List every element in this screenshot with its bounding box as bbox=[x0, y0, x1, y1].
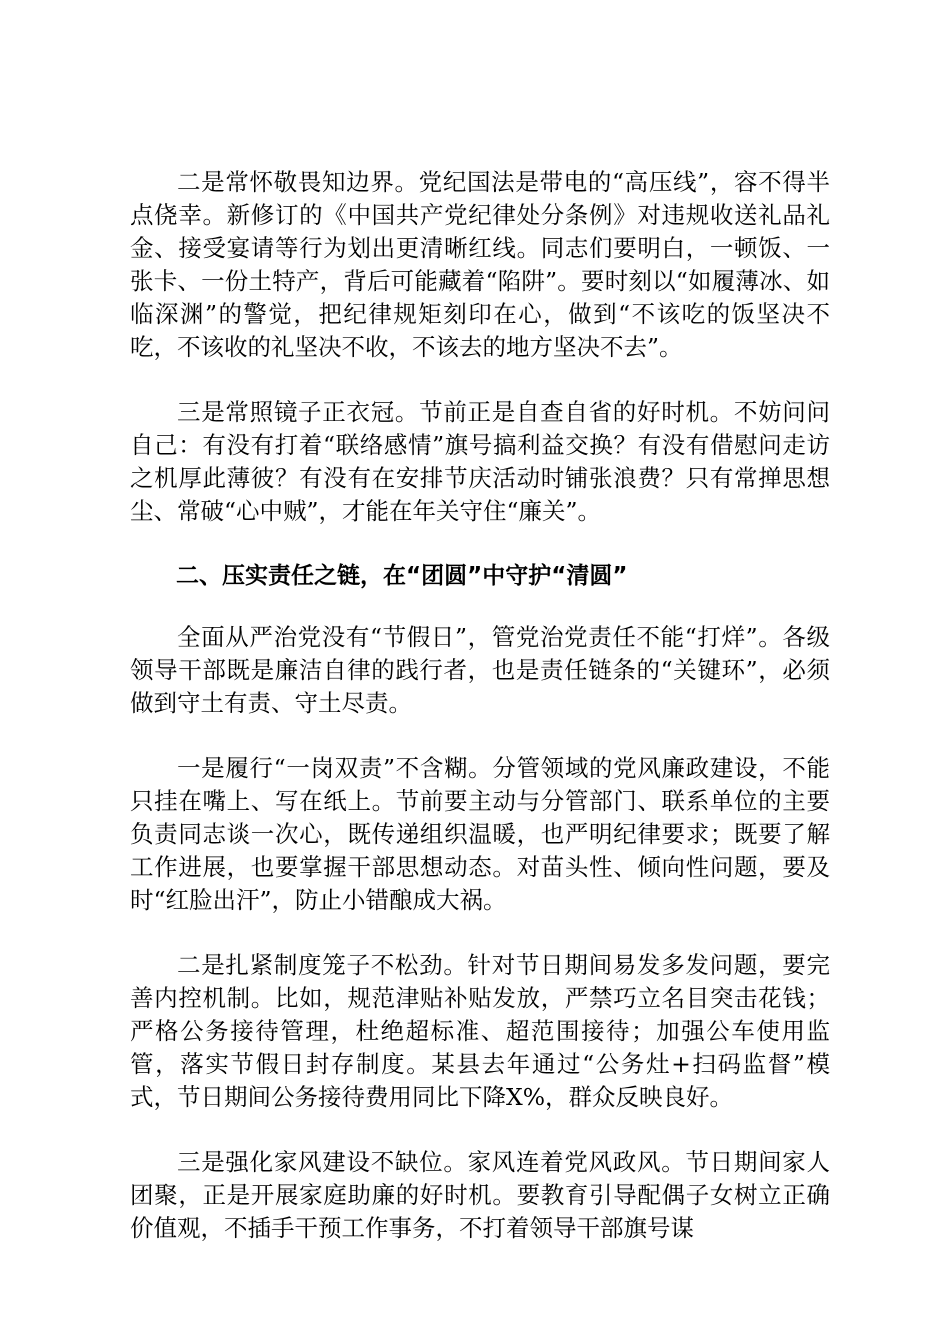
paragraph-awe-boundaries: 二是常怀敬畏知边界。党纪国法是带电的“高压线”，容不得半点侥幸。新修订的《中国共产党纪律处分条例》对违规收送礼品礼金、接受宴请等行为划出更清晰红线。同志们要明白，一顿饭、一张卡、一份土特产，背后可能藏着“陷阱”。要时刻以“如履薄冰、如临深渊”的警觉，把纪律规矩刻印在心，做到“不该吃的饭坚决不吃，不该收的礼坚决不收，不该去的地方坚决不去”。 bbox=[130, 168, 830, 361]
paragraph-family-style: 三是强化家风建设不缺位。家风连着党风政风。节日期间家人团聚，正是开展家庭助廉的好时机。要教育引导配偶子女树立正确价值观，不插手干预工作事务，不打着领导干部旗号谋 bbox=[130, 1148, 830, 1242]
document-page bbox=[130, 166, 830, 1277]
paragraph-system-cage: 二是扎紧制度笼子不松劲。针对节日期间易发多发问题，要完善内控机制。比如，规范津贴补贴发放，严禁巧立名目突击花钱；严格公务接待管理，杜绝超标准、超范围接待；加强公车使用监管，落实节假日封存制度。某县去年通过“公务灶+扫码监督”模式，节日期间公务接待费用同比下降X%，群众反映良好。 bbox=[130, 951, 830, 1111]
section-heading: 二、压实责任之链，在“团圆”中守护“清圆” bbox=[176, 563, 628, 589]
paragraph-dual-duty: 一是履行“一岗双责”不含糊。分管领域的党风廉政建设，不能只挂在嘴上、写在纸上。节前要主动与分管部门、联系单位的主要负责同志谈一次心，既传递组织温暖，也严明纪律要求；既要了解工作进展，也要掌握干部思想动态。对苗头性、倾向性问题，要及时“红脸出汗”，防止小错酿成大祸。 bbox=[130, 754, 830, 914]
paragraph-self-reflection: 三是常照镜子正衣冠。节前正是自查自省的好时机。不妨问问自己：有没有打着“联络感情”旗号搞利益交换？有没有借慰问走访之机厚此薄彼？有没有在安排节庆活动时铺张浪费？只有常掸思想尘、常破“心中贼”，才能在年关守住“廉关”。 bbox=[130, 398, 830, 525]
paragraph-responsibility-intro: 全面从严治党没有“节假日”，管党治党责任不能“打烊”。各级领导干部既是廉洁自律的践行者，也是责任链条的“关键环”，必须做到守土有责、守土尽责。 bbox=[130, 623, 830, 717]
